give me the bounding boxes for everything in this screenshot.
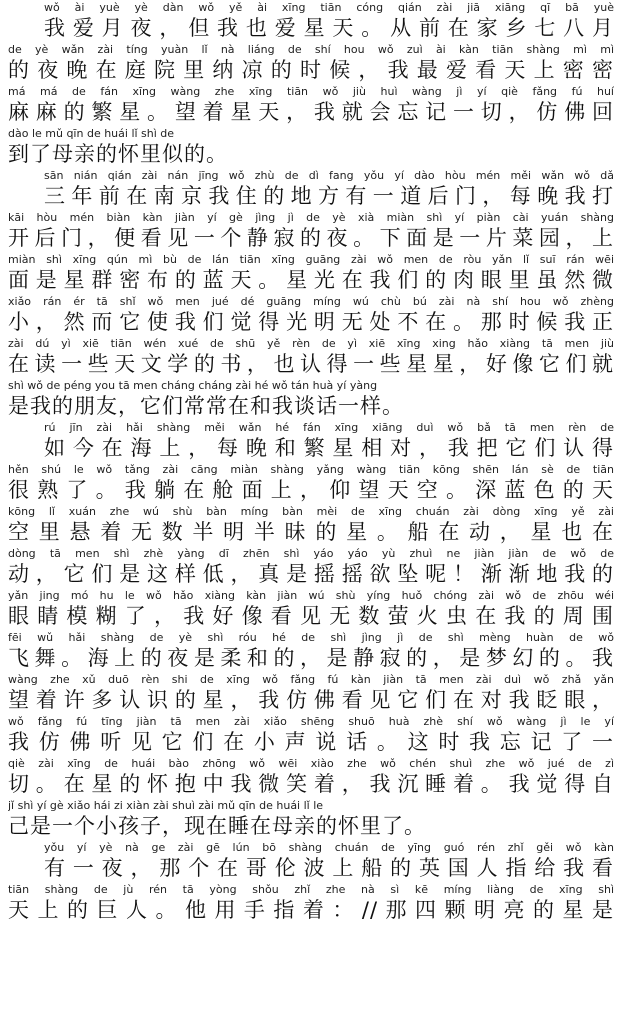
pinyin-line: dòng tā men shì zhè yàng dī zhēn shì yáo yáo yù zhuì ne jiàn jiàn de wǒ de xyxy=(8,547,614,560)
text-line xyxy=(8,336,614,378)
pinyin-line: kāi hòu mén biàn kàn jiàn yí gè jìng jì de yè xià miàn shì yí piàn cài yuán shàng xyxy=(8,211,614,224)
text-line xyxy=(8,126,614,168)
pinyin-line: wǒ fǎng fú tīng jiàn tā men zài xiǎo shēng shuō huà zhè shí wǒ wàng jì le yí xyxy=(8,715,614,728)
text-line xyxy=(8,504,614,546)
hanzi-line: 如今在海上，每晚和繁星相对，我把它们认得 xyxy=(44,436,614,460)
text-line xyxy=(8,714,614,756)
pinyin-line: wǒ ài yuè yè dàn wǒ yě ài xīng tiān cóng qián zài jiā xiāng qī bā yuè xyxy=(44,1,614,14)
pinyin-line: zài dú yì xiē tiān wén xué de shū yě rèn de yì xiē xīng xing hǎo xiàng tā men jiù xyxy=(8,337,614,350)
text-line xyxy=(8,294,614,336)
pinyin-line: fēi wǔ hǎi shàng de yè shì róu hé de shì jìng jì de shì mèng huàn de wǒ xyxy=(8,631,614,644)
text-line xyxy=(8,378,614,420)
hanzi-line: 三年前在南京我住的地方有一道后门，每晚我打 xyxy=(44,184,614,208)
pinyin-line: wàng zhe xǔ duō rèn shi de xīng wǒ fǎng fú kàn jiàn tā men zài duì wǒ zhǎ yǎn xyxy=(8,673,614,686)
text-line xyxy=(8,252,614,294)
text-line xyxy=(8,168,614,210)
pinyin-line: sān nián qián zài nán jīng wǒ zhù de dì fang yǒu yí dào hòu mén měi wǎn wǒ dǎ xyxy=(44,169,614,182)
text-line xyxy=(8,42,614,84)
text-line xyxy=(8,798,614,840)
pinyin-line: hěn shú le wǒ tǎng zài cāng miàn shàng yǎng wàng tiān kōng shēn lán sè de tiān xyxy=(8,463,614,476)
pinyin-line: tiān shàng de jù rén tā yòng shǒu zhǐ zhe nà sì kē míng liàng de xīng shì xyxy=(8,883,614,896)
pinyin-line: qiè zài xīng de huái bào zhōng wǒ wēi xiào zhe wǒ chén shuì zhe wǒ jué de zì xyxy=(8,757,614,770)
text-line xyxy=(8,840,614,882)
pinyin-line: kōng lǐ xuán zhe wú shù bàn míng bàn mèi de xīng chuán zài dòng xīng yě zài xyxy=(8,505,614,518)
hanzi-line: 我爱月夜，但我也爱星天。从前在家乡七八月 xyxy=(44,16,614,40)
pinyin-line: jǐ shì yí gè xiǎo hái zi xiàn zài shuì zài mǔ qīn de huái lǐ le xyxy=(8,799,324,812)
hanzi-line: 面是星群密布的蓝天。星光在我们的肉眼里虽然微 xyxy=(8,268,614,292)
hanzi-line: 很熟了。我躺在舱面上，仰望天空。深蓝色的天 xyxy=(8,478,614,502)
text-line xyxy=(8,84,614,126)
hanzi-line: 眼睛模糊了，我好像看见无数萤火虫在我的周围 xyxy=(8,604,614,628)
hanzi-line: 是我的朋友，它们常常在和我谈话一样。 xyxy=(8,394,404,418)
hanzi-line: 到了母亲的怀里似的。 xyxy=(8,142,228,166)
pinyin-line: dào le mǔ qīn de huái lǐ shì de xyxy=(8,127,175,140)
text-line xyxy=(8,420,614,462)
hanzi-line: 麻麻的繁星。望着星天，我就会忘记一切，仿佛回 xyxy=(8,100,614,124)
pinyin-line: má má de fán xīng wàng zhe xīng tiān wǒ jiù huì wàng jì yí qiè fǎng fú huí xyxy=(8,85,614,98)
text-line xyxy=(8,546,614,588)
text-line xyxy=(8,672,614,714)
hanzi-line: 己是一个小孩子，现在睡在母亲的怀里了。 xyxy=(8,814,426,838)
hanzi-line: 望着许多认识的星，我仿佛看见它们在对我眨眼， xyxy=(8,688,614,712)
hanzi-line: 在读一些天文学的书，也认得一些星星，好像它们就 xyxy=(8,352,614,376)
text-line xyxy=(8,630,614,672)
hanzi-line: 我仿佛听见它们在小声说话。这时我忘记了一 xyxy=(8,730,614,754)
hanzi-line: 空里悬着无数半明半昧的星。船在动，星也在 xyxy=(8,520,614,544)
hanzi-line: 天上的巨人。他用手指着：//那四颗明亮的星是 xyxy=(8,898,614,922)
pinyin-line: rú jīn zài hǎi shàng měi wǎn hé fán xīng xiāng duì wǒ bǎ tā men rèn de xyxy=(44,421,614,434)
pinyin-line: yǎn jing mó hu le wǒ hǎo xiàng kàn jiàn wú shù yíng huǒ chóng zài wǒ de zhōu wéi xyxy=(8,589,614,602)
hanzi-line: 开后门，便看见一个静寂的夜。下面是一片菜园，上 xyxy=(8,226,614,250)
hanzi-line: 的夜晚在庭院里纳凉的时候，我最爱看天上密密 xyxy=(8,58,614,82)
pinyin-line: miàn shì xīng qún mì bù de lán tiān xīng guāng zài wǒ men de ròu yǎn lǐ suī rán wēi xyxy=(8,253,614,266)
pinyin-line: shì wǒ de péng you tā men cháng cháng zài hé wǒ tán huà yí yàng xyxy=(8,379,378,392)
text-line xyxy=(8,882,614,924)
hanzi-line: 切。在星的怀抱中我微笑着，我沉睡着。我觉得自 xyxy=(8,772,614,796)
text-line xyxy=(8,210,614,252)
text-line xyxy=(8,0,614,42)
hanzi-line: 有一夜，那个在哥伦波上船的英国人指给我看 xyxy=(44,856,614,880)
hanzi-line: 小，然而它使我们觉得光明无处不在。那时候我正 xyxy=(8,310,614,334)
pinyin-line: xiǎo rán ér tā shǐ wǒ men jué dé guāng míng wú chù bú zài nà shí hou wǒ zhèng xyxy=(8,295,614,308)
pinyin-line: yǒu yí yè nà ge zài gē lún bō shàng chuán de yīng guó rén zhǐ gěi wǒ kàn xyxy=(44,841,614,854)
text-line xyxy=(8,588,614,630)
hanzi-line: 飞舞。海上的夜是柔和的，是静寂的，是梦幻的。我 xyxy=(8,646,614,670)
text-line xyxy=(8,462,614,504)
hanzi-line: 动，它们是这样低，真是摇摇欲坠呢！渐渐地我的 xyxy=(8,562,614,586)
text-line xyxy=(8,756,614,798)
pinyin-line: de yè wǎn zài tíng yuàn lǐ nà liáng de shí hou wǒ zuì ài kàn tiān shàng mì mì xyxy=(8,43,614,56)
